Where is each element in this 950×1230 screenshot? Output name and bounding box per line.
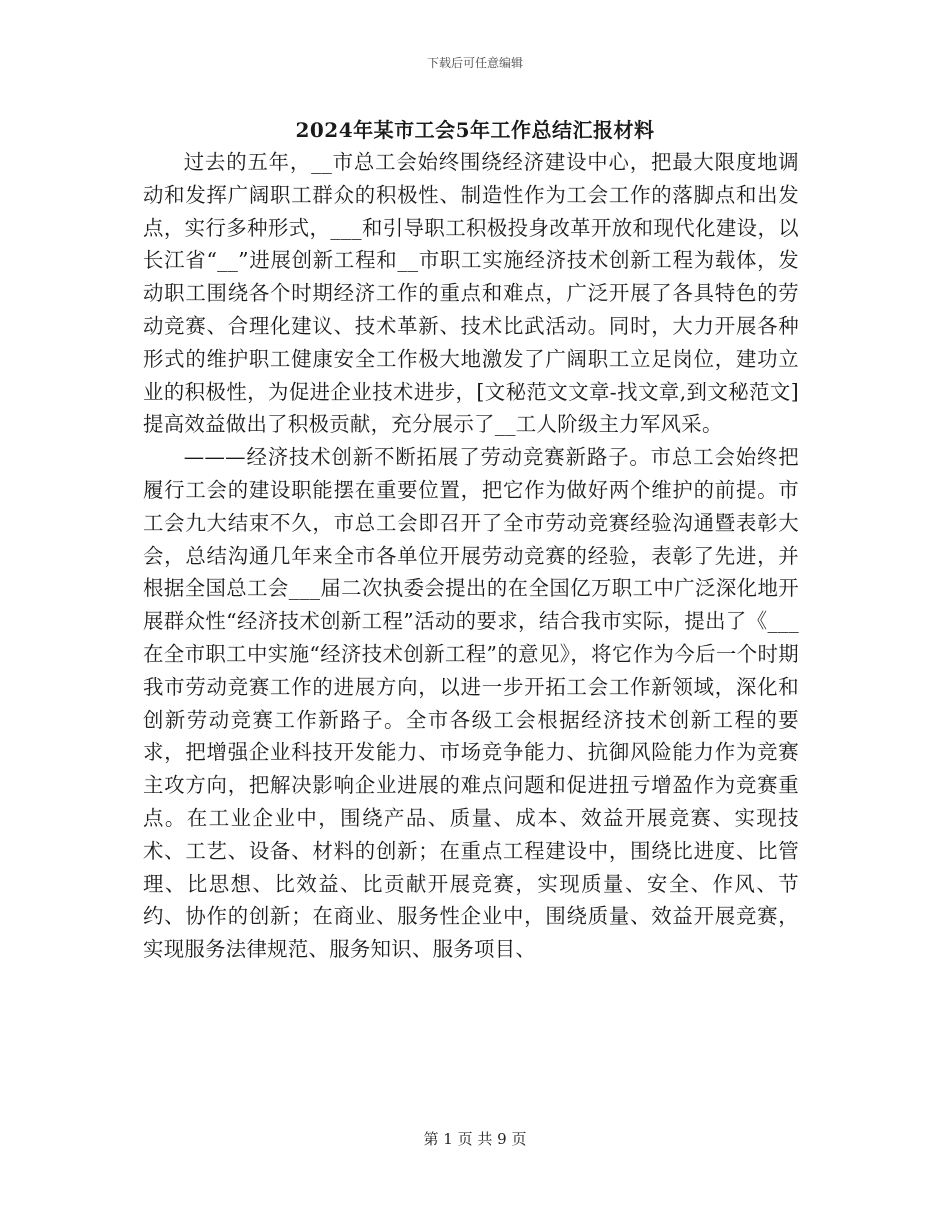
document-title: 2024年某市工会5年工作总结汇报材料 — [295, 118, 655, 142]
page-number: 第 1 页 共 9 页 — [423, 1130, 527, 1148]
page-header-note: 下载后可任意编辑 — [426, 56, 523, 70]
document-body — [143, 146, 799, 966]
paragraph-2: ———经济技术创新不断拓展了劳动竞赛新路子。市总工会始终把履行工会的建设职能摆在重要位置，把它作为做好两个维护的前提。市工会九大结束不久，市总工会即召开了全市劳动竞赛经验沟通暨表彰大会，总结沟通几年来全市各单位开展劳动竞赛的经验，表彰了先进，并根据全国总工会___届二次执委会提出的在全国亿万职工中广泛深化地开展群众性“经济技术创新工程”活动的要求，结合我市实际，提出了《___在全市职工中实施“经济技术创新工程”的意见》，将它作为今后一个时期我市劳动竞赛工作的进展方向，以进一步开拓工会工作新领域，深化和创新劳动竞赛工作新路子。全市各级工会根据经济技术创新工程的要求，把增强企业科技开发能力、市场竞争能力、抗御风险能力作为竞赛主攻方向，把解决影响企业进展的难点问题和促进扭亏增盈作为竞赛重点。在工业企业中，围绕产品、质量、成本、效益开展竞赛、实现技术、工艺、设备、材料的创新；在重点工程建设中，围绕比进度、比管理、比思想、比效益、比贡献开展竞赛，实现质量、安全、作风、节约、协作的创新；在商业、服务性企业中，围绕质量、效益开展竞赛，实现服务法律规范、服务知识、服务项目、 — [143, 445, 799, 962]
paragraph-1: 过去的五年，__市总工会始终围绕经济建设中心，把最大限度地调动和发挥广阔职工群众的积极性、制造性作为工会工作的落脚点和出发点，实行多种形式，___和引导职工积极投身改革开放和现代化建设，以长江省“__”进展创新工程和__市职工实施经济技术创新工程为载体，发动职工围绕各个时期经济工作的重点和难点，广泛开展了各具特色的劳动竞赛、合理化建议、技术革新、技术比武活动。同时，大力开展各种形式的维护职工健康安全工作极大地激发了广阔职工立足岗位，建功立业的积极性，为促进企业技术进步，[文秘范文文章-找文章,到文秘范文]提高效益做出了积极贡献，充分展示了__工人阶级主力军风采。 — [143, 150, 799, 437]
